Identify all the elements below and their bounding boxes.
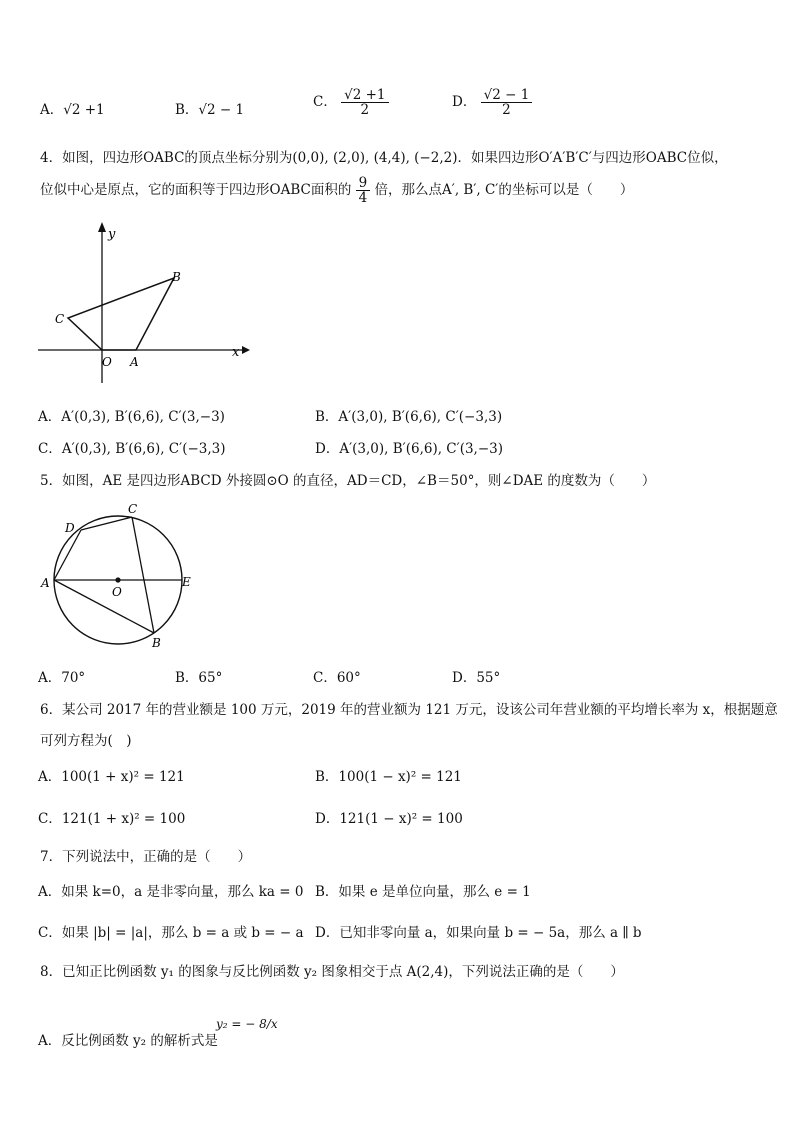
q7-option-b: B．如果 e 是单位向量，那么 e = 1 [315,884,531,900]
q4-option-b: B．A′(3,0), B′(6,6), C′(−3,3) [315,409,503,425]
point-e-label: E [182,575,191,589]
point-o-label: O [112,585,122,599]
x-axis-arrow [242,346,250,354]
q5-option-c: C．60° [313,670,361,686]
point-d-label: D [65,521,75,535]
y-axis-label: y [108,227,116,242]
q5-option-a: A．70° [38,670,86,686]
segment-ad [54,530,81,580]
q4-line-2: 位似中心是原点，它的面积等于四边形OABC面积的 $\frac{9}{4}$ 倍，那么点A′, B′, C′的坐标可以是（ ） [40,175,634,207]
q3-option-d: D． $\frac{√2 - 1}{2}$ [452,88,532,117]
q6-option-c: C．121(1 + x)² = 100 [38,811,186,827]
segment-ab [54,580,154,633]
center-point [115,577,120,582]
q6-option-d: D．121(1 − x)² = 100 [315,811,463,827]
segment-cb [132,517,154,633]
q6-option-b: B．100(1 − x)² = 121 [315,769,462,785]
q5-circle-figure [36,500,206,656]
q5-question-text: 5．如图，AE 是四边形ABCD 外接圆⊙O 的直径，AD＝CD，∠B＝50°，则∠DAE 的度数为（ ） [40,473,656,489]
q6-line-1: 6．某公司 2017 年的营业额是 100 万元，2019 年的营业额为 121 万元，设该公司年营业额的平均增长率为 x，根据题意 [40,702,778,718]
q4-coordinate-figure [34,218,254,388]
q6-option-a: A．100(1 + x)² = 121 [38,769,185,785]
y-axis-arrow [98,222,106,232]
q8-question-text: 8．已知正比例函数 y₁ 的图象与反比例函数 y₂ 图象相交于点 A(2,4)，下列说法正确的是（ ） [40,964,624,980]
point-b-label: B [172,270,181,284]
q5-option-b: B．65° [175,670,223,686]
point-o-label: O [102,355,112,369]
q3-option-c: C． $\frac{√2 +1}{2}$ [313,88,389,117]
q4-option-a: A．A′(0,3), B′(6,6), C′(3,−3) [38,409,225,425]
point-b-label: B [152,636,161,650]
q7-option-a: A．如果 k=0，a 是非零向量，那么 ka = 0 [38,884,304,900]
q4-option-d: D．A′(3,0), B′(6,6), C′(3,−3) [315,441,504,457]
point-c-label: C [128,502,138,516]
q7-question-text: 7．下列说法中，正确的是（ ） [40,849,252,865]
point-a-label: A [130,355,139,369]
q8-formula: y₂ = − 8/x [216,1017,278,1031]
q6-line-2: 可列方程为( ) [40,733,132,749]
point-c-label: C [55,312,65,326]
quadrilateral-oabc [68,278,174,350]
q4-line-1: 4．如图，四边形OABC的顶点坐标分别为(0,0), (2,0), (4,4), (−2,2)．如果四边形O′A′B′C′与四边形OABC位似， [40,150,728,166]
x-axis-label: x [232,345,240,360]
q3-option-b: B．√2 − 1 [175,102,245,118]
point-a-label: A [41,576,50,590]
q7-option-d: D．已知非零向量 a，如果向量 b = − 5a，那么 a ∥ b [315,925,642,941]
q3-option-a: A．√2 +1 [40,102,105,118]
q5-option-d: D．55° [452,670,501,686]
q8-option-a: A．反比例函数 y₂ 的解析式是 [38,1033,218,1049]
q7-option-c: C．如果 |b| = |a|，那么 b = a 或 b = − a [38,925,304,941]
q4-option-c: C．A′(0,3), B′(6,6), C′(−3,3) [38,441,226,457]
